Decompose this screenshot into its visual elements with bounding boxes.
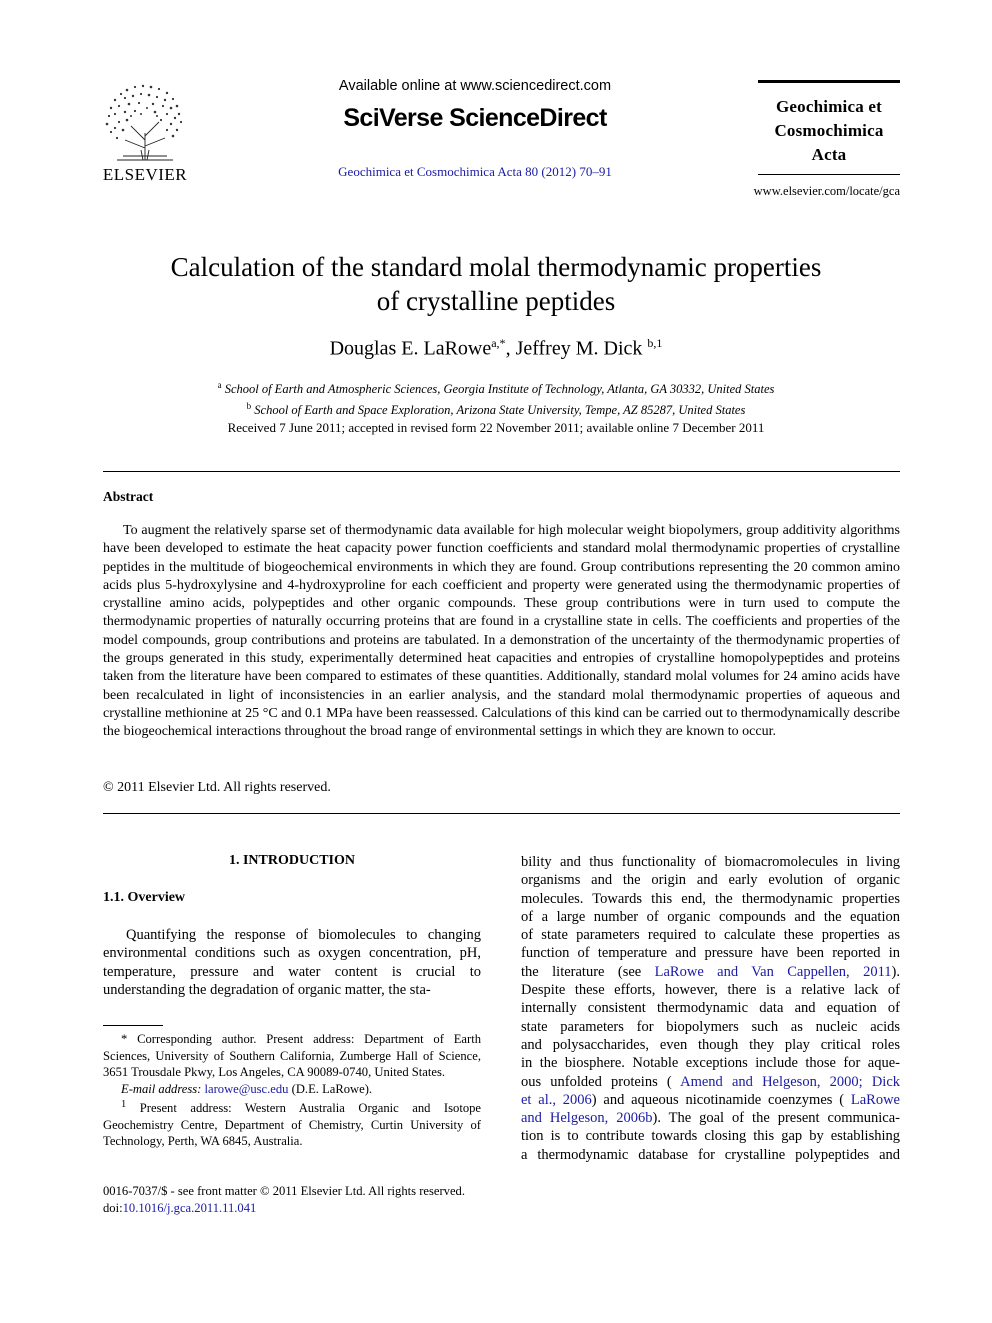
section-heading-introduction: 1. INTRODUCTION	[228, 853, 355, 868]
footnote-email: E-mail address: larowe@usc.edu (D.E. LaRowe).	[121, 1081, 373, 1096]
journal-title	[748, 95, 910, 167]
footnote-corresponding-author: * Corresponding author. Present address: Department of Earth Sciences, University of Southern California, Zumberge Hall of Science, 3651 Trousdale Pkwy, Los Angeles, CA 90089-0740, United States.	[103, 1032, 481, 1079]
journal-title-line-1: Geochimica et	[776, 97, 882, 116]
journal-title-top-rule	[758, 80, 900, 83]
right-column-text	[521, 853, 900, 1164]
abstract-top-rule	[103, 471, 900, 472]
affiliation-b: $^b$ School of Earth and Space Exploration, Arizona State University, Tempe, AZ 85287, United States	[246, 401, 746, 418]
citation-larowe-helgeson-2006b[interactable]: LaRowe	[850, 1091, 900, 1108]
text-line: molecules. Towards this end, the thermodynamic properties	[521, 890, 900, 907]
text-line: state parameters for biopolymers such as nucleic acids	[521, 1018, 900, 1035]
footnote-1: $^1$ Present address: Western Australia Organic and Isotope Geochemistry Centre, Department of Chemistry, Curtin University of Technology, Perth, WA 6845, Australia.	[103, 1099, 482, 1149]
journal-url-link[interactable]: www.elsevier.com/locate/gca	[753, 184, 900, 198]
citation-amend-helgeson-2000[interactable]: Amend and Helgeson, 2000; Dick	[680, 1073, 900, 1090]
abstract-bottom-rule	[103, 813, 900, 814]
intro-paragraph: Quantifying the response of biomolecules to changing environmental conditions such as oxygen concentration, pH, temperature, pressure and water content is crucial to understanding the degradation of organic matter, the sta-	[103, 927, 481, 998]
article-title	[100, 250, 892, 318]
elsevier-tree-icon	[95, 78, 195, 184]
abstract-copyright: © 2011 Elsevier Ltd. All rights reserved.	[103, 780, 331, 795]
footnotes	[103, 1031, 481, 1150]
sciencedirect-brand[interactable]: SciVerse ScienceDirect	[343, 104, 607, 132]
author-list	[100, 336, 892, 361]
text-line: ous unfolded proteins ( Amend and Helgeson, 2000; Dick	[521, 1073, 900, 1090]
journal-title-line-2: Cosmochimica	[774, 121, 884, 140]
journal-reference-link[interactable]: Geochimica et Cosmochimica Acta 80 (2012) 70–91	[338, 164, 612, 179]
issn-line: 0016-7037/$ - see front matter © 2011 Elsevier Ltd. All rights reserved.	[103, 1184, 465, 1198]
text-line: the literature (see LaRowe and Van Cappellen, 2011).	[521, 963, 900, 980]
doi-link[interactable]: 10.1016/j.gca.2011.11.041	[122, 1201, 257, 1215]
text-line: in the biosphere. Notable exceptions include those for aque-	[521, 1055, 900, 1072]
email-link[interactable]: larowe@usc.edu	[204, 1081, 289, 1096]
available-online-text: Available online at www.sciencedirect.com	[338, 78, 612, 94]
elsevier-logo	[95, 78, 195, 184]
text-line: internally consistent thermodynamic data and equation of	[521, 1000, 900, 1017]
article-title-line-1: Calculation of the standard molal thermodynamic properties	[170, 252, 822, 282]
journal-title-line-3: Acta	[811, 145, 847, 164]
abstract-heading: Abstract	[103, 489, 154, 504]
text-line: of state parameters required to calculate these properties as	[521, 927, 900, 944]
author-dick: Jeffrey M. Dick	[515, 337, 643, 360]
text-line: et al., 2006) and aqueous nicotinamide coenzymes ( LaRowe	[521, 1091, 900, 1108]
author-larowe: Douglas E. LaRowe	[329, 337, 492, 360]
citation-larowe-vancappellen-2011[interactable]: LaRowe and Van Cappellen, 2011	[654, 963, 892, 980]
affiliation-a: $^a$ School of Earth and Atmospheric Sciences, Georgia Institute of Technology, Atlanta, GA 30332, United States	[217, 380, 775, 397]
subsection-heading-overview: 1.1. Overview	[103, 890, 186, 905]
author-dick-affil-mark[interactable]: b,1	[647, 336, 663, 350]
text-line: organisms and the origin and early evolution of organic	[521, 872, 900, 889]
text-line: a thermodynamic database for crystalline polypeptides and	[521, 1146, 900, 1163]
text-line: tion is to contribute towards closing this gap by establishing	[521, 1128, 900, 1145]
text-line: of a large number of organic compounds and the equation	[521, 908, 900, 925]
text-line: Despite these efforts, however, there is a relative lack of	[521, 982, 900, 999]
journal-title-bottom-rule	[758, 174, 900, 175]
abstract-text: To augment the relatively sparse set of thermodynamic data available for high molecular weight biopolymers, group additivity algorithms have been developed to estimate the heat capacity power function coefficients and standard molal thermodynamic properties of crystalline peptides in the multitude of biogeochemical environments in which they are found. Group contributions representing the 20 common amino acids plus 5-hydroxylysine and 4-hydroxyproline for each coefficient and property were generated using the thermodynamic properties of crystalline amino acids, polypeptides and other organic compounds. These group contributions were in turn used to compute the thermodynamic properties of naturally occurring proteins that are found in a crystalline state in cells. The coefficients and properties of the model compounds, group contributions and proteins are tabulated. In a demonstration of the uncertainty of the thermodynamic properties of the groups generated in this study, experimentally determined heat capacities and entropies of crystalline homopolypeptides and proteins taken from the literature have been compared to estimates of these quantities. Additionally, standard molal volumes for 24 amino acids have been recalculated in light of inconsistencies in an earlier analysis, and the standard molal thermodynamic properties of aqueous and crystalline methionine at 25 °C and 0.1 MPa have been reassessed. Calculations of this kind can be carried out to thermodynamically describe the biogeochemical interactions throughout the broad range of environmental settings in which they are known to occur.	[103, 523, 900, 740]
text-line: bility and thus functionality of biomacromolecules in living	[521, 854, 900, 870]
author-separator: ,	[505, 337, 516, 360]
article-dates: Received 7 June 2011; accepted in revised form 22 November 2011; available online 7 December 2011	[227, 420, 765, 435]
svg-text:ELSEVIER: ELSEVIER	[102, 165, 188, 184]
citation-dick-2006[interactable]: et al., 2006	[521, 1091, 592, 1108]
author-larowe-affil-mark[interactable]: a,*	[491, 336, 506, 350]
doi-line: doi:10.1016/j.gca.2011.11.041	[103, 1201, 257, 1215]
text-line: and Helgeson, 2006b). The goal of the present communica-	[521, 1110, 901, 1127]
text-line: function of temperature and pressure have been reported in	[521, 945, 900, 962]
front-matter-info	[103, 1183, 543, 1217]
citation-larowe-helgeson-2006b-cont[interactable]: and Helgeson, 2006b	[521, 1110, 653, 1127]
affiliations	[100, 377, 892, 419]
text-line: and polysaccharides, even though they play critical roles	[521, 1036, 900, 1053]
footnote-rule	[103, 1025, 163, 1026]
article-title-line-2: of crystalline peptides	[376, 286, 616, 316]
